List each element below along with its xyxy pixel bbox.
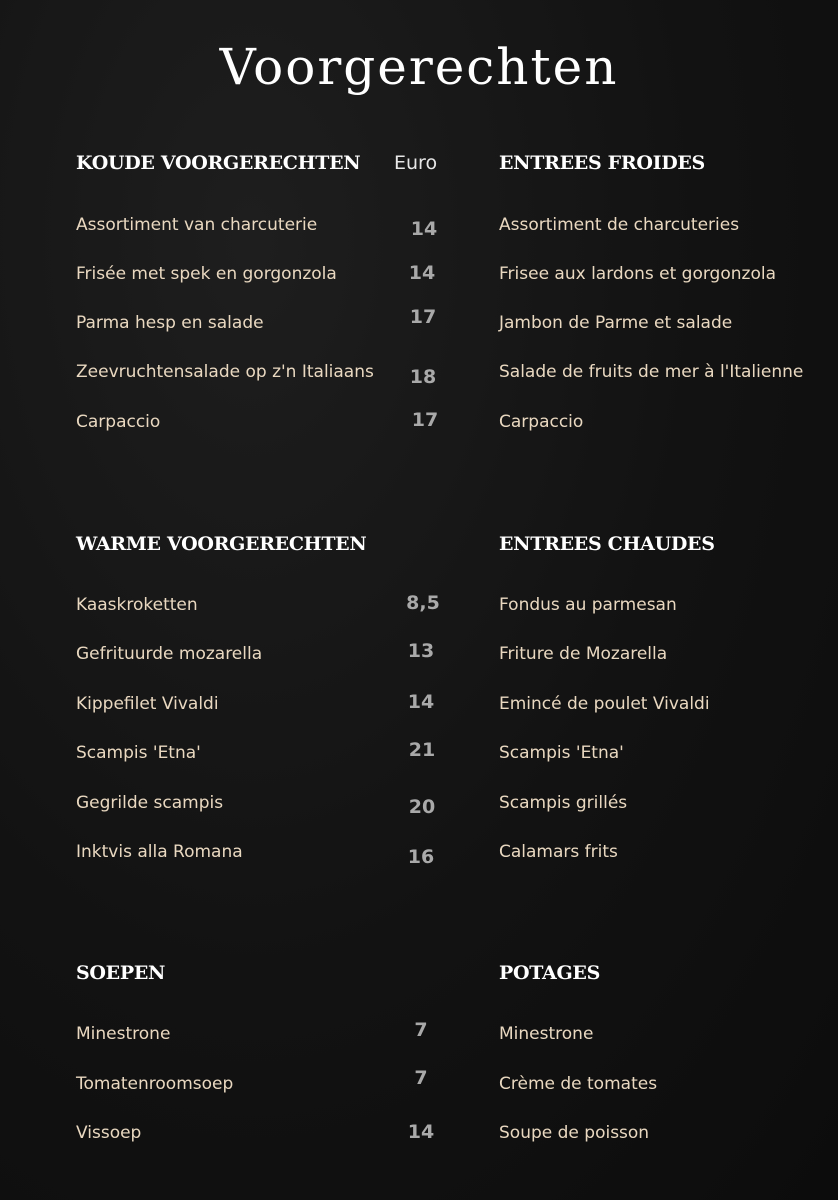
item-fr: Salade de fruits de mer à l'Italienne xyxy=(499,362,804,382)
page-title: Voorgerechten xyxy=(219,38,619,96)
item-nl: Gegrilde scampis xyxy=(76,793,224,813)
item-nl: Zeevruchtensalade op z'n Italiaans xyxy=(76,362,374,382)
item-fr: Crème de tomates xyxy=(499,1074,658,1094)
item-fr: Soupe de poisson xyxy=(499,1123,650,1143)
item-fr: Assortiment de charcuteries xyxy=(499,215,740,235)
item-nl: Parma hesp en salade xyxy=(76,313,264,333)
item-fr: Fondus au parmesan xyxy=(499,595,677,615)
item-price: 8,5 xyxy=(406,592,440,614)
item-fr: Frisee aux lardons et gorgonzola xyxy=(499,264,776,284)
item-nl: Gefrituurde mozarella xyxy=(76,644,263,664)
heading-entrees-froides: ENTREES FROIDES xyxy=(499,152,705,174)
item-price: 14 xyxy=(407,691,435,713)
item-price: 16 xyxy=(407,846,435,868)
item-nl: Assortiment van charcuterie xyxy=(76,215,318,235)
item-fr: Calamars frits xyxy=(499,842,618,862)
heading-potages: POTAGES xyxy=(499,962,601,984)
item-nl: Minestrone xyxy=(76,1024,171,1044)
item-nl: Kippefilet Vivaldi xyxy=(76,694,219,714)
item-fr: Scampis 'Etna' xyxy=(499,743,624,763)
heading-warme-voorgerechten: WARME VOORGERECHTEN xyxy=(76,533,367,555)
item-price: 21 xyxy=(408,739,436,761)
item-nl: Kaaskroketten xyxy=(76,595,198,615)
item-price: 14 xyxy=(407,1121,435,1143)
euro-label: Euro xyxy=(394,152,438,174)
item-price: 7 xyxy=(414,1067,428,1089)
item-fr: Emincé de poulet Vivaldi xyxy=(499,694,710,714)
item-nl: Inktvis alla Romana xyxy=(76,842,243,862)
item-nl: Carpaccio xyxy=(76,412,161,432)
item-nl: Tomatenroomsoep xyxy=(76,1074,234,1094)
item-price: 17 xyxy=(411,409,439,431)
item-price: 7 xyxy=(414,1019,428,1041)
item-nl: Vissoep xyxy=(76,1123,142,1143)
item-price: 14 xyxy=(408,262,436,284)
item-nl: Frisée met spek en gorgonzola xyxy=(76,264,337,284)
heading-koude-voorgerechten: KOUDE VOORGERECHTEN xyxy=(76,152,361,174)
item-price: 14 xyxy=(410,218,438,240)
item-price: 17 xyxy=(409,306,437,328)
item-fr: Carpaccio xyxy=(499,412,584,432)
heading-entrees-chaudes: ENTREES CHAUDES xyxy=(499,533,715,555)
heading-soepen: SOEPEN xyxy=(76,962,166,984)
item-price: 20 xyxy=(408,796,436,818)
item-price: 18 xyxy=(409,366,437,388)
item-fr: Jambon de Parme et salade xyxy=(499,313,733,333)
item-nl: Scampis 'Etna' xyxy=(76,743,201,763)
item-fr: Minestrone xyxy=(499,1024,594,1044)
item-price: 13 xyxy=(407,640,435,662)
item-fr: Friture de Mozarella xyxy=(499,644,668,664)
item-fr: Scampis grillés xyxy=(499,793,628,813)
